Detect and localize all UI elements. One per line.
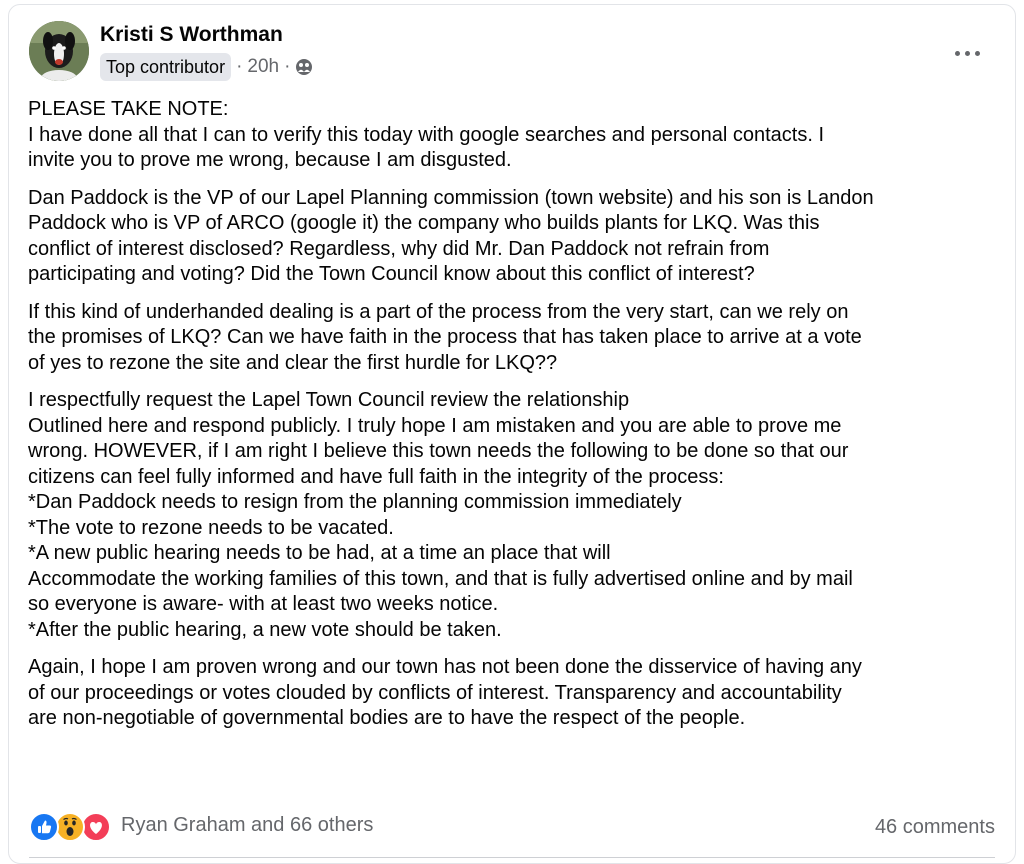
dot [965, 51, 970, 56]
reaction-icons [29, 810, 113, 840]
text-line: *Dan Paddock needs to resign from the planning commission immediately [28, 491, 682, 513]
text-line: the promises of LKQ? Can we have faith in the process that has taken place to arrive at a vote [28, 326, 862, 348]
text-line: Dan Paddock is the VP of our Lapel Planning commission (town website) and his son is Landon [28, 186, 874, 209]
like-icon [29, 812, 59, 842]
text-line: Accommodate the working families of this town, and that is fully advertised online and by mail [28, 567, 853, 590]
comments-count[interactable]: 46 comments [874, 816, 995, 838]
text-line: invite you to prove me wrong, because I am disgusted. [28, 149, 512, 171]
post-meta [100, 52, 313, 82]
text-line: so everyone is aware- with at least two weeks notice. [28, 593, 499, 615]
text-line: I have done all that I can to verify this today with google searches and personal contacts. I [28, 123, 825, 146]
text-line: citizens can feel fully informed and have full faith in the integrity of the process: [28, 465, 724, 488]
reactions-summary[interactable] [29, 809, 373, 841]
text-line: of our proceedings or votes clouded by conflicts of interest. Transparency and accountability [28, 681, 842, 704]
dog-photo-icon [29, 21, 89, 81]
top-contributor-badge[interactable]: Top contributor [100, 53, 231, 81]
dot [955, 51, 960, 56]
text-line: participating and voting? Did the Town Council know about this conflict of interest? [28, 263, 755, 285]
text-line: Outlined here and respond publicly. I truly hope I am mistaken and you are able to prove me [28, 414, 842, 437]
paragraph-2 [28, 186, 1008, 288]
post-body [28, 97, 1008, 744]
text-line: *After the public hearing, a new vote should be taken. [28, 618, 502, 641]
text-line: *The vote to rezone needs to be vacated. [28, 516, 394, 539]
paragraph-3 [28, 300, 1008, 377]
text-line: I respectfully request the Lapel Town Council review the relationship [28, 389, 630, 411]
text-line: are non-negotiable of governmental bodies are to have the respect of the people. [28, 707, 746, 729]
paragraph-1 [28, 97, 1008, 174]
text-line: wrong. HOWEVER, if I am right I believe this town needs the following to be done so that our [28, 440, 849, 462]
text-line: Again, I hope I am proven wrong and our town has not been done the disservice of having any [28, 656, 862, 678]
love-icon [81, 812, 111, 842]
post-card [8, 4, 1016, 864]
text-line: of yes to rezone the site and clear the first hurdle for LKQ?? [28, 351, 558, 374]
wow-icon [55, 812, 85, 842]
text-line: Paddock who is VP of ARCO (google it) the company who builds plants for LKQ. Was this [28, 212, 820, 234]
paragraph-5 [28, 655, 1008, 732]
reactions-count[interactable]: Ryan Graham and 66 others [121, 813, 374, 836]
meta-separator: · [284, 56, 291, 77]
footer-divider [29, 857, 995, 858]
paragraph-4 [28, 388, 1008, 643]
dot [975, 51, 980, 56]
text-line: PLEASE TAKE NOTE: [28, 98, 229, 120]
post-timestamp[interactable]: 20h [247, 56, 280, 77]
author-name[interactable]: Kristi S Worthman [100, 23, 283, 46]
group-icon[interactable] [295, 58, 313, 76]
text-line: If this kind of underhanded dealing is a part of the process from the very start, can we rely on [28, 300, 849, 323]
more-horizontal-icon[interactable] [949, 41, 985, 65]
author-avatar[interactable] [29, 21, 89, 81]
text-line: conflict of interest disclosed? Regardless, why did Mr. Dan Paddock not refrain from [28, 237, 770, 260]
text-line: *A new public hearing needs to be had, at a time an place that will [28, 542, 611, 564]
meta-separator: · [236, 56, 243, 77]
